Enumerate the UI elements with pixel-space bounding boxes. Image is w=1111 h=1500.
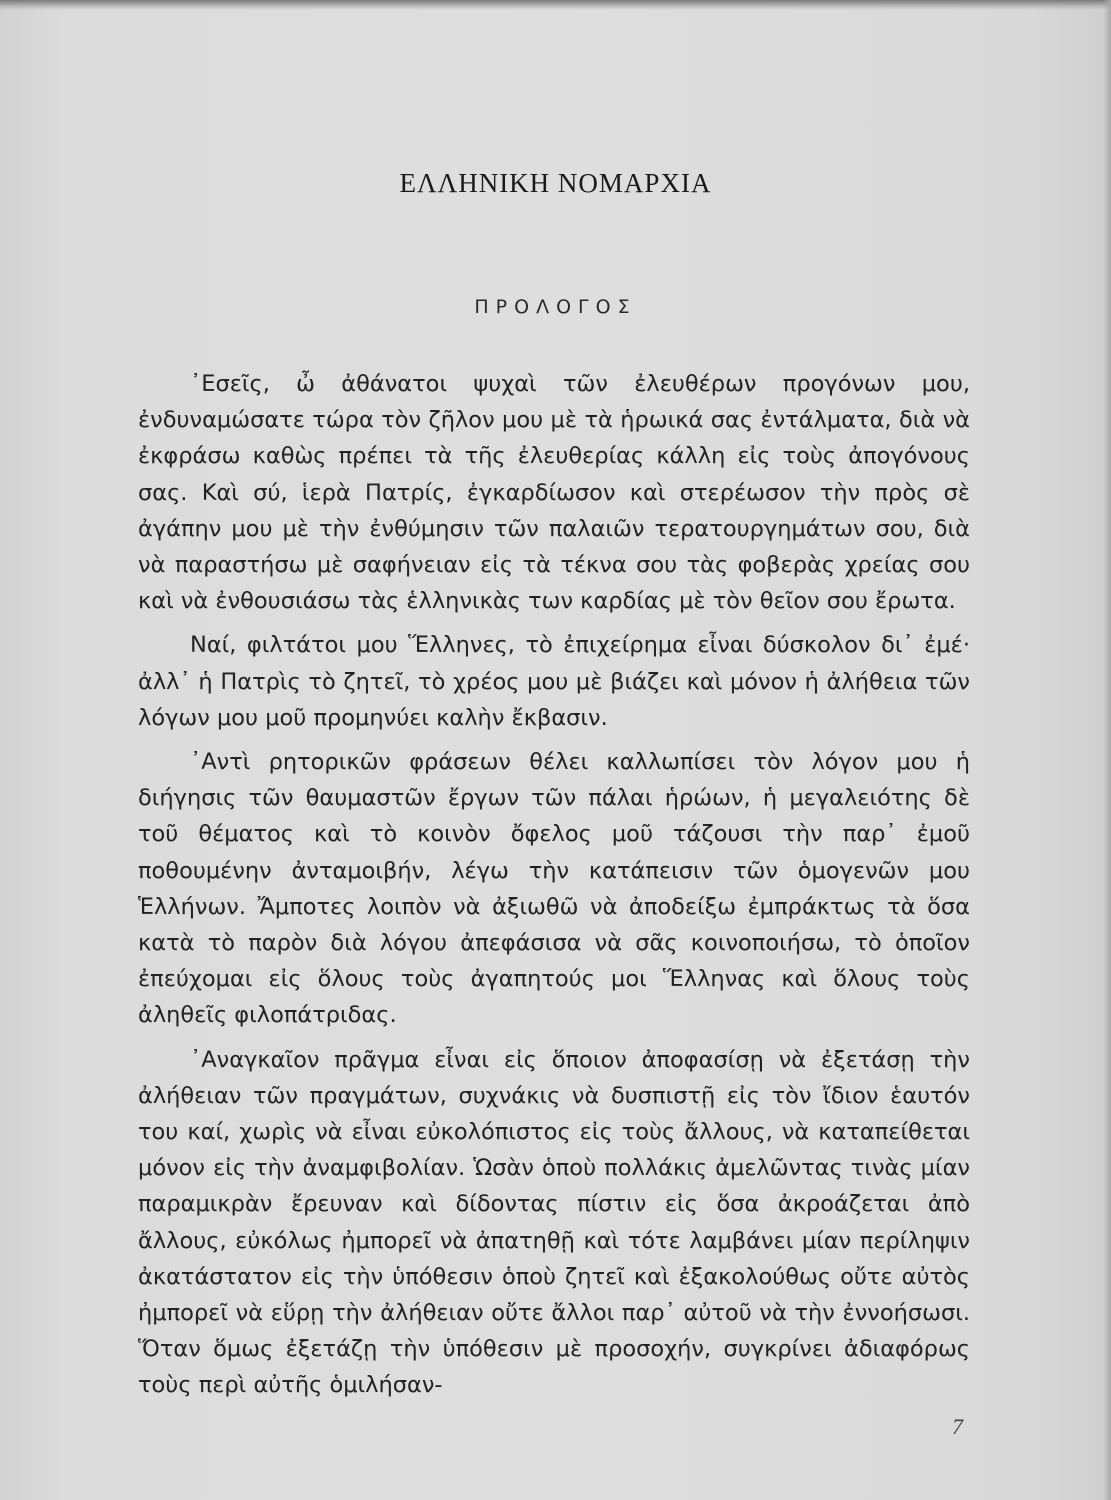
- paragraph: ᾿Εσεῖς, ὦ ἀθάνατοι ψυχαὶ τῶν ἐλευθέρων προγόνων μου, ἐνδυναμώσατε τώρα τὸν ζῆλον μου μὲ τὰ ἡρωικά σας ἐντάλματα, διὰ νὰ ἐκφράσω καθὼς πρέπει τὰ τῆς ἐλευθερίας κάλλη εἰς τοὺς ἀπογόνους σας. Καὶ σύ, ἱερὰ Πατρίς, ἐγκαρδίωσον καὶ στερέωσον τὴν πρὸς σὲ ἀγάπην μου μὲ τὴν ἐνθύμησιν τῶν παλαιῶν τερατουργημάτων σου, διὰ νὰ παραστήσω μὲ σαφήνειαν εἰς τὰ τέκνα σου τὰς φοβερὰς χρείας σου καὶ νὰ ἐνθουσιάσω τὰς ἑλληνικὰς των καρδίας μὲ τὸν θεῖον σου ἔρωτα.: [138, 371, 970, 615]
- page-number: 7: [952, 1414, 963, 1439]
- body-text: [138, 366, 970, 1412]
- paragraph: Ναί, φιλτάτοι μου Ἕλληνες, τὸ ἐπιχείρημα εἶναι δύσκολον δι᾿ ἐμέ· ἀλλ᾿ ἡ Πατρὶς τὸ ζητεῖ, τὸ χρέος μου μὲ βιάζει καὶ μόνον ἡ ἀλήθεια τῶν λόγων μου μοῦ προμηνύει καλὴν ἔκβασιν.: [138, 632, 970, 731]
- paragraph: ᾿Αντὶ ρητορικῶν φράσεων θέλει καλλωπίσει τὸν λόγον μου ἡ διήγησις τῶν θαυμαστῶν ἔργων τῶν πάλαι ἡρώων, ἡ μεγαλειότης δὲ τοῦ θέματος καὶ τὸ κοινὸν ὄφελος μοῦ τάζουσι τὴν παρ᾿ ἐμοῦ ποθουμένην ἀνταμοιβήν, λέγω τὴν κατάπεισιν τῶν ὁμογενῶν μου Ἑλλήνων. Ἄμποτες λοιπὸν νὰ ἀξιωθῶ νὰ ἀποδείξω ἐμπράκτως τὰ ὅσα κατὰ τὸ παρὸν διὰ λόγου ἀπεφάσισα νὰ σᾶς κοινοποιήσω, τὸ ὁποῖον ἐπεύχομαι εἰς ὅλους τοὺς ἀγαπητούς μοι Ἕλληνας καὶ ὅλους τοὺς ἀληθεῖς φιλοπάτριδας.: [138, 749, 970, 1029]
- document-title: ΕΛΛΗΝΙΚΗ ΝΟΜΑΡΧΙΑ: [399, 168, 712, 198]
- paragraph: ᾿Αναγκαῖον πρᾶγμα εἶναι εἰς ὅποιον ἀποφασίσῃ νὰ ἐξετάσῃ τὴν ἀλήθειαν τῶν πραγμάτων, συχνάκις νὰ δυσπιστῇ εἰς τὸν ἴδιον ἑαυτόν του καί, χωρὶς νὰ εἶναι εὐκολόπιστος εἰς τοὺς ἄλλους, νὰ καταπείθεται μόνον εἰς τὴν ἀναμφιβολίαν. Ὡσὰν ὁποὺ πολλάκις ἀμελῶντας τινὰς μίαν παραμικρὰν ἔρευναν καὶ δίδοντας πίστιν εἰς ὅσα ἀκροάζεται ἀπὸ ἄλλους, εὐκόλως ἠμπορεῖ νὰ ἀπατηθῇ καὶ τότε λαμβάνει μίαν περίληψιν ἀκατάστατον εἰς τὴν ὑπόθεσιν ὁποὺ ζητεῖ καὶ ἐξακολούθως οὔτε αὐτὸς ἠμπορεῖ νὰ εὕρῃ τὴν ἀλήθειαν οὔτε ἄλλοι παρ᾿ αὐτοῦ νὰ τὴν ἐννοήσωσι. Ὅταν ὅμως ἐξετάζῃ τὴν ὑπόθεσιν μὲ προσοχήν, συγκρίνει ἀδιαφόρως τοὺς περὶ αὐτῆς ὁμιλήσαν-: [138, 1046, 970, 1399]
- section-heading: ΠΡΟΛΟΓΟΣ: [474, 296, 637, 318]
